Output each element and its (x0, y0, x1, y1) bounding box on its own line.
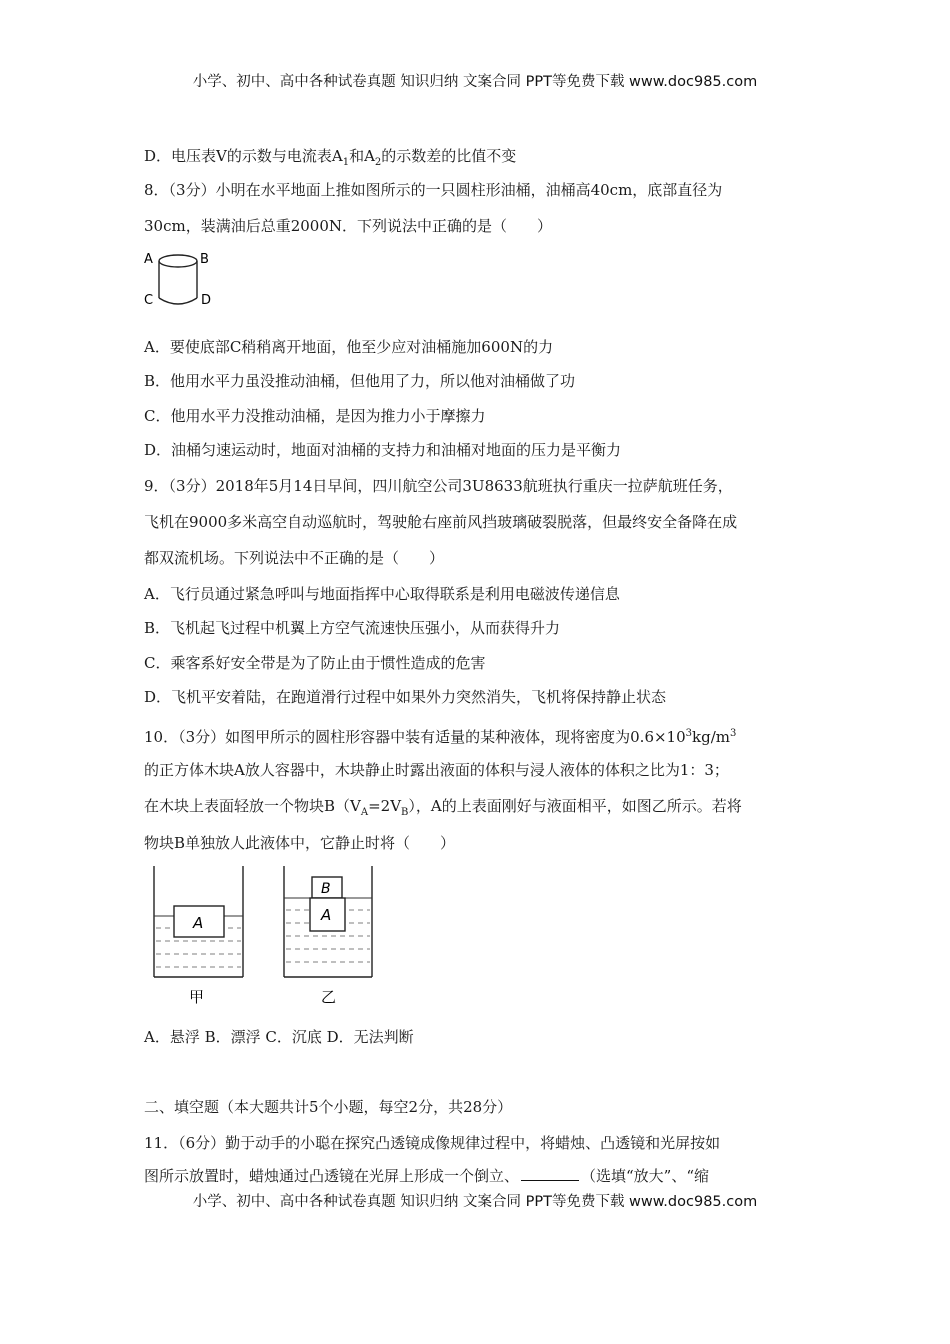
answer-blank[interactable] (521, 1166, 579, 1181)
label-jia: 甲 (189, 988, 205, 1006)
q10-stem-line-4: 物块B单独放人此液体中，它静止时将（ ） (144, 834, 456, 852)
block-a-yi-label: A (321, 906, 332, 924)
q11-stem-line-1: 11．（6分）勤于动手的小聪在探究凸透镜成像规律过程中，将蜡烛、凸透镜和光屏按如 (144, 1134, 721, 1152)
barrel-label-b: B (200, 252, 209, 267)
q9-option-a: A．飞行员通过紧急呼叫与地面指挥中心取得联系是利用电磁波传递信息 (144, 585, 620, 603)
q9-option-d: D．飞机平安着陆，在跑道滑行过程中如果外力突然消失，飞机将保持静止状态 (144, 688, 667, 706)
q10-stem-line-2: 的正方体木块A放人容器中，木块静止时露出液面的体积与浸人液体的体积之比为1：3； (144, 761, 729, 779)
block-a-jia-label: A (193, 914, 204, 932)
q7-option-d: D．电压表V的示数与电流表$A_1$和$A_2$的示数差的比值不变 (144, 147, 517, 168)
barrel-label-a: A (144, 252, 153, 267)
q9-option-c: C．乘客系好安全带是为了防止由于惯性造成的危害 (144, 654, 486, 672)
q8-stem-line-2: 30cm，装满油后总重2000N．下列说法中正确的是（ ） (144, 217, 553, 235)
q9-stem-line-3: 都双流机场。下列说法中不正确的是（ ） (144, 549, 445, 567)
barrel-bottom (159, 298, 197, 304)
q10-options: A．悬浮 B．漂浮 C．沉底 D．无法判断 (144, 1028, 414, 1046)
q8-option-b: B．他用水平力虽没推动油桶，但他用了力，所以他对油桶做了功 (144, 372, 576, 390)
oil-barrel-figure (142, 248, 222, 312)
barrel-label-d: D (201, 293, 212, 308)
page-header: 小学、初中、高中各种试卷真题 知识归纳 文案合同 PPT等免费下载 www.doc985.com (192, 74, 758, 90)
q11-stem-line-2: 图所示放置时，蜡烛通过凸透镜在光屏上形成一个倒立、 （选填“放大”、“缩 (144, 1167, 710, 1185)
q9-stem-line-1: 9．（3分）2018年5月14日早间，四川航空公司3U8633航班执行重庆一拉萨航班任务， (144, 477, 733, 495)
q9-stem-line-2: 飞机在9000多米高空自动巡航时，驾驶舱右座前风挡玻璃破裂脱落，但最终安全备降在成 (144, 513, 738, 531)
q8-option-c: C．他用水平力没推动油桶，是因为推力小于摩擦力 (144, 407, 486, 425)
block-b-yi-label: B (321, 881, 331, 897)
label-yi: 乙 (321, 988, 337, 1006)
q8-option-a: A．要使底部C稍稍离开地面，他至少应对油桶施加600N的力 (144, 338, 554, 356)
container-yi (284, 866, 372, 977)
section-2-title: 二、填空题（本大题共计5个小题，每空2分，共28分） (144, 1098, 513, 1116)
q9-option-b: B．飞机起飞过程中机翼上方空气流速快压强小，从而获得升力 (144, 619, 561, 637)
container-jia (154, 866, 243, 977)
container-figure (140, 860, 380, 1010)
q10-stem-line-3: 在木块上表面轻放一个物块$B(V_A=2V_B)$，A的上表面刚好与液面相平，如图乙所示。若将 (144, 797, 742, 818)
barrel-label-c: C (144, 293, 154, 308)
barrel-top (159, 255, 197, 267)
q8-stem-line-1: 8．（3分）小明在水平地面上推如图所示的一只圆柱形油桶，油桶高40cm，底部直径为 (144, 181, 723, 199)
page-footer: 小学、初中、高中各种试卷真题 知识归纳 文案合同 PPT等免费下载 www.doc985.com (192, 1194, 758, 1210)
q8-option-d: D．油桶匀速运动时，地面对油桶的支持力和油桶对地面的压力是平衡力 (144, 441, 622, 459)
q10-stem-line-1: 10．（3分）如图甲所示的圆柱形容器中装有适量的某种液体，现将密度为$0.6\times 10^3kg/m^3$ (144, 728, 737, 746)
